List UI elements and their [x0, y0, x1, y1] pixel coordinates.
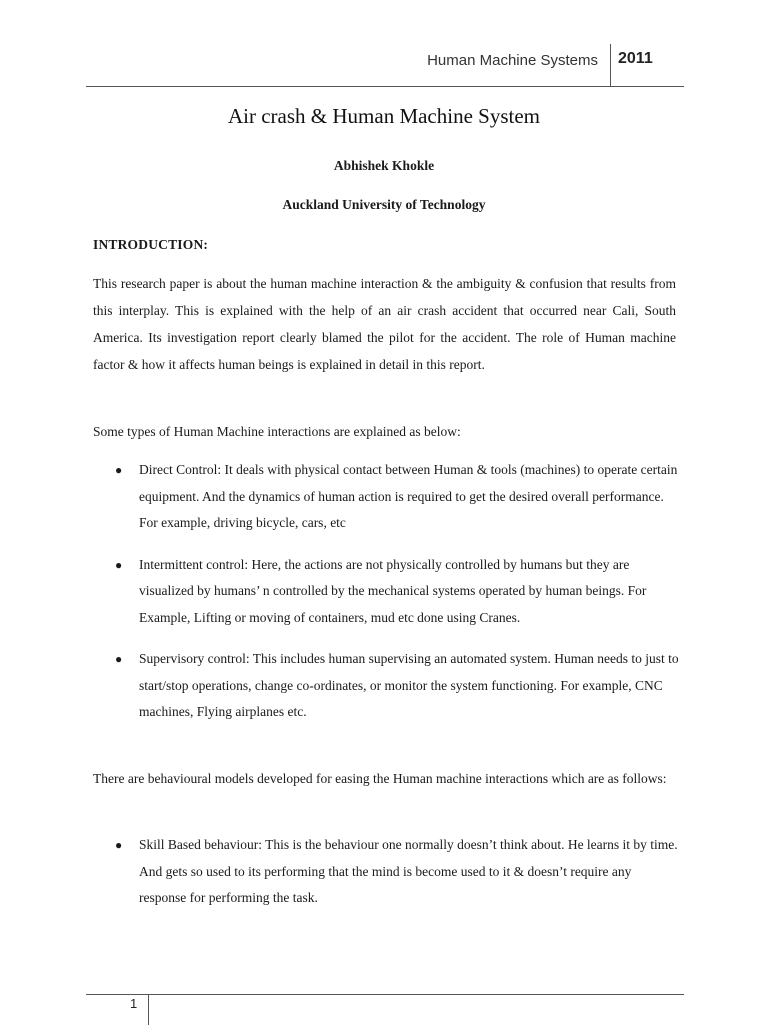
list-item [93, 552, 679, 632]
page-header [86, 44, 684, 87]
header-year: 2011 [618, 50, 653, 67]
page-number: 1 [130, 996, 138, 1011]
bullet-icon: ● [115, 463, 123, 477]
section-heading-introduction: INTRODUCTION: [93, 237, 209, 252]
page-footer [86, 994, 684, 1025]
document-title: Air crash & Human Machine System [227, 104, 541, 128]
list-item [93, 457, 679, 537]
list-item [93, 832, 679, 912]
footer-divider [148, 995, 149, 1025]
list-item [93, 646, 679, 726]
interaction-types-intro: Some types of Human Machine interactions are explained as below: [93, 424, 461, 439]
author-name: Abhishek Khokle [333, 158, 435, 173]
list-item-text: Intermittent control: Here, the actions are not physically controlled by humans but they are visualized by humans’ n controlled by the mechanical systems operated by human beings. For Example, Lifting or moving of containers, mud etc done using Cranes. [139, 556, 647, 625]
list-item-text: Supervisory control: This includes human supervising an automated system. Human needs to just to start/stop operations, change co-ordinates, or monitor the system functioning. For example, CNC machines, Flying airplanes etc. [139, 651, 679, 719]
behaviour-models-list [93, 832, 679, 927]
bullet-icon: ● [115, 838, 123, 852]
behaviour-models-intro: There are behavioural models developed for easing the Human machine interactions which are as follows: [93, 771, 667, 786]
intro-paragraph: This research paper is about the human machine interaction & the ambiguity & confusion that results from this interplay. This is explained with the help of an air crash accident that occurred near Cali, South America. Its investigation report clearly blamed the pilot for the accident. The role of Human machine factor & how it affects human beings is explained in detail in this report. [93, 276, 676, 372]
bullet-icon: ● [115, 557, 123, 572]
list-item-text: Direct Control: It deals with physical contact between Human & tools (machines) to operate certain equipment. And the dynamics of human action is required to get the desired overall performance. For example, driving bicycle, cars, etc [139, 462, 678, 530]
bullet-icon: ● [115, 652, 123, 666]
interaction-types-list [93, 457, 679, 741]
author-affiliation: Auckland University of Technology [282, 197, 486, 212]
header-divider [610, 44, 611, 86]
list-item-text: Skill Based behaviour: This is the behaviour one normally doesn’t think about. He learns it by time. And gets so used to its performing that the mind is become used to it & doesn’t require any response for performing the task. [139, 837, 678, 905]
header-title: Human Machine Systems [427, 52, 598, 69]
